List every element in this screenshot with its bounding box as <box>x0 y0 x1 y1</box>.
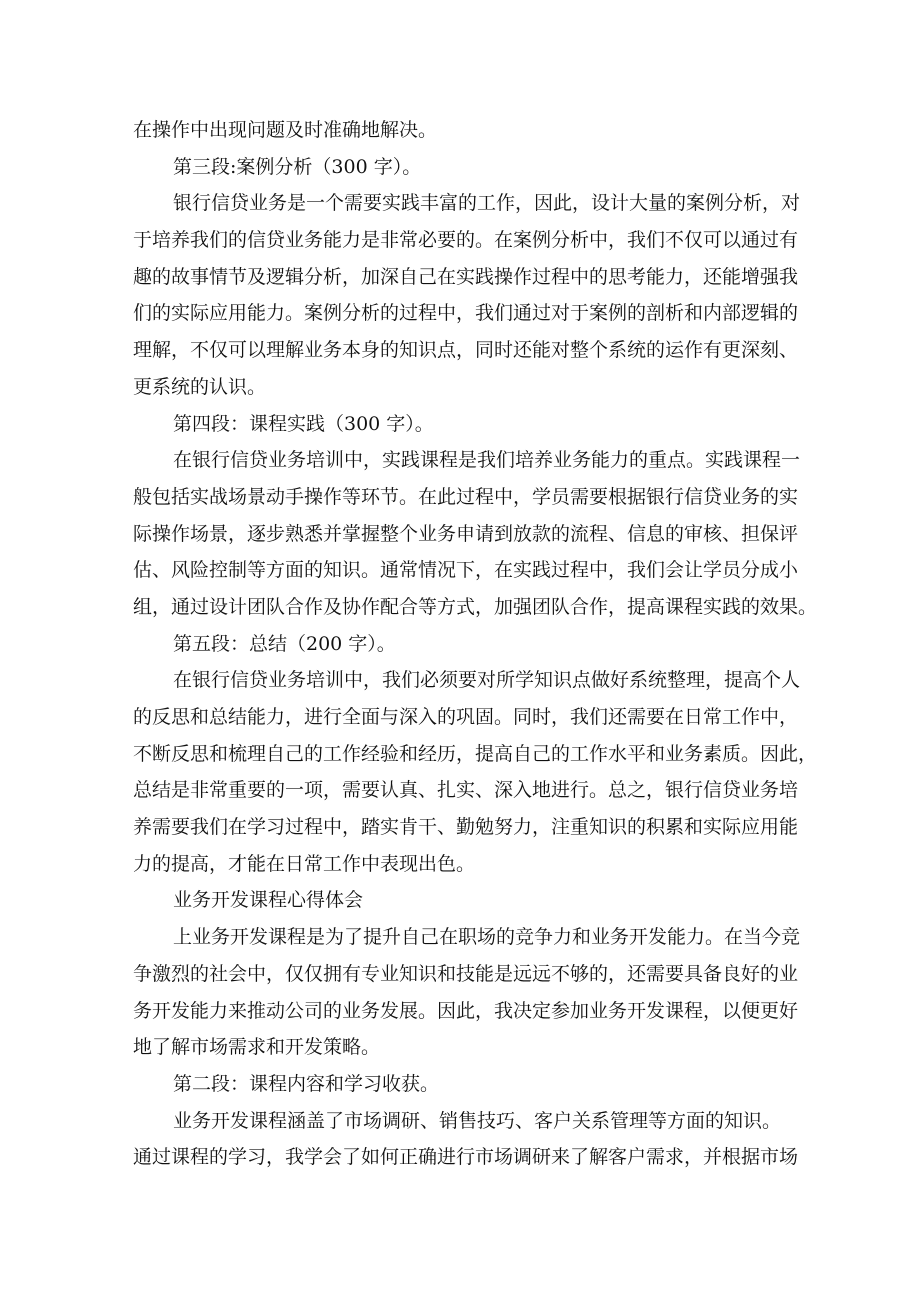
text-line: 养需要我们在学习过程中，踏实肯干、勤勉努力，注重知识的积累和实际应用能 <box>133 816 799 839</box>
text-line: 争激烈的社会中，仅仅拥有专业知识和技能是远远不够的，还需要具备良好的业 <box>133 962 799 985</box>
text-line: 般包括实战场景动手操作等环节。在此过程中，学员需要根据银行信贷业务的实 <box>133 485 799 508</box>
text-line: 们的实际应用能力。案例分析的过程中，我们通过对于案例的剖析和内部逻辑的 <box>133 302 799 325</box>
text-line: 理解，不仅可以理解业务本身的知识点，同时还能对整个系统的运作有更深刻、 <box>133 339 799 362</box>
text-line: 的反思和总结能力，进行全面与深入的巩固。同时，我们还需要在日常工作中， <box>133 706 799 728</box>
text-line: 通过课程的学习，我学会了如何正确进行市场调研来了解客户需求，并根据市场 <box>133 1146 799 1169</box>
text-line: 在银行信贷业务培训中，我们必须要对所学知识点做好系统整理，提高个人 <box>173 669 801 692</box>
text-line: 在银行信贷业务培训中，实践课程是我们培养业务能力的重点。实践课程一 <box>173 449 801 472</box>
text-line: 更系统的认识。 <box>133 375 267 398</box>
text-line: 银行信贷业务是一个需要实践丰富的工作，因此，设计大量的案例分析，对 <box>173 192 801 215</box>
section-heading: 第二段：课程内容和学习收获。 <box>173 1072 440 1095</box>
document-body <box>133 112 818 1176</box>
text-line: 组，通过设计团队合作及协作配合等方式，加强团队合作，提高课程实践的效果。 <box>133 595 818 618</box>
text-line: 际操作场景，逐步熟悉并掌握整个业务申请到放款的流程、信息的审核、担保评 <box>133 522 799 545</box>
text-line: 务开发能力来推动公司的业务发展。因此，我决定参加业务开发课程，以便更好 <box>133 999 799 1022</box>
section-heading: 第三段:案例分析（300 字）。 <box>173 155 422 178</box>
document-title: 业务开发课程心得体会 <box>173 889 364 912</box>
text-line: 总结是非常重要的一项，需要认真、扎实、深入地进行。总之，银行信贷业务培 <box>133 779 799 802</box>
text-line: 上业务开发课程是为了提升自己在职场的竞争力和业务开发能力。在当今竞 <box>173 926 801 949</box>
text-line: 在操作中出现问题及时准确地解决。 <box>133 119 438 141</box>
text-line: 估、风险控制等方面的知识。通常情况下，在实践过程中，我们会让学员分成小 <box>133 559 799 582</box>
text-line: 趣的故事情节及逻辑分析，加深自己在实践操作过程中的思考能力，还能增强我 <box>133 265 799 288</box>
section-heading: 第四段：课程实践（300 字）。 <box>173 412 434 435</box>
text-line: 于培养我们的信贷业务能力是非常必要的。在案例分析中，我们不仅可以通过有 <box>133 229 799 252</box>
text-line: 力的提高，才能在日常工作中表现出色。 <box>133 852 476 875</box>
text-line: 地了解市场需求和开发策略。 <box>133 1036 381 1059</box>
section-heading: 第五段：总结（200 字）。 <box>173 632 396 655</box>
text-line: 业务开发课程涵盖了市场调研、销售技巧、客户关系管理等方面的知识。 <box>173 1109 782 1132</box>
text-line: 不断反思和梳理自己的工作经验和经历，提高自己的工作水平和业务素质。因此， <box>133 742 818 765</box>
